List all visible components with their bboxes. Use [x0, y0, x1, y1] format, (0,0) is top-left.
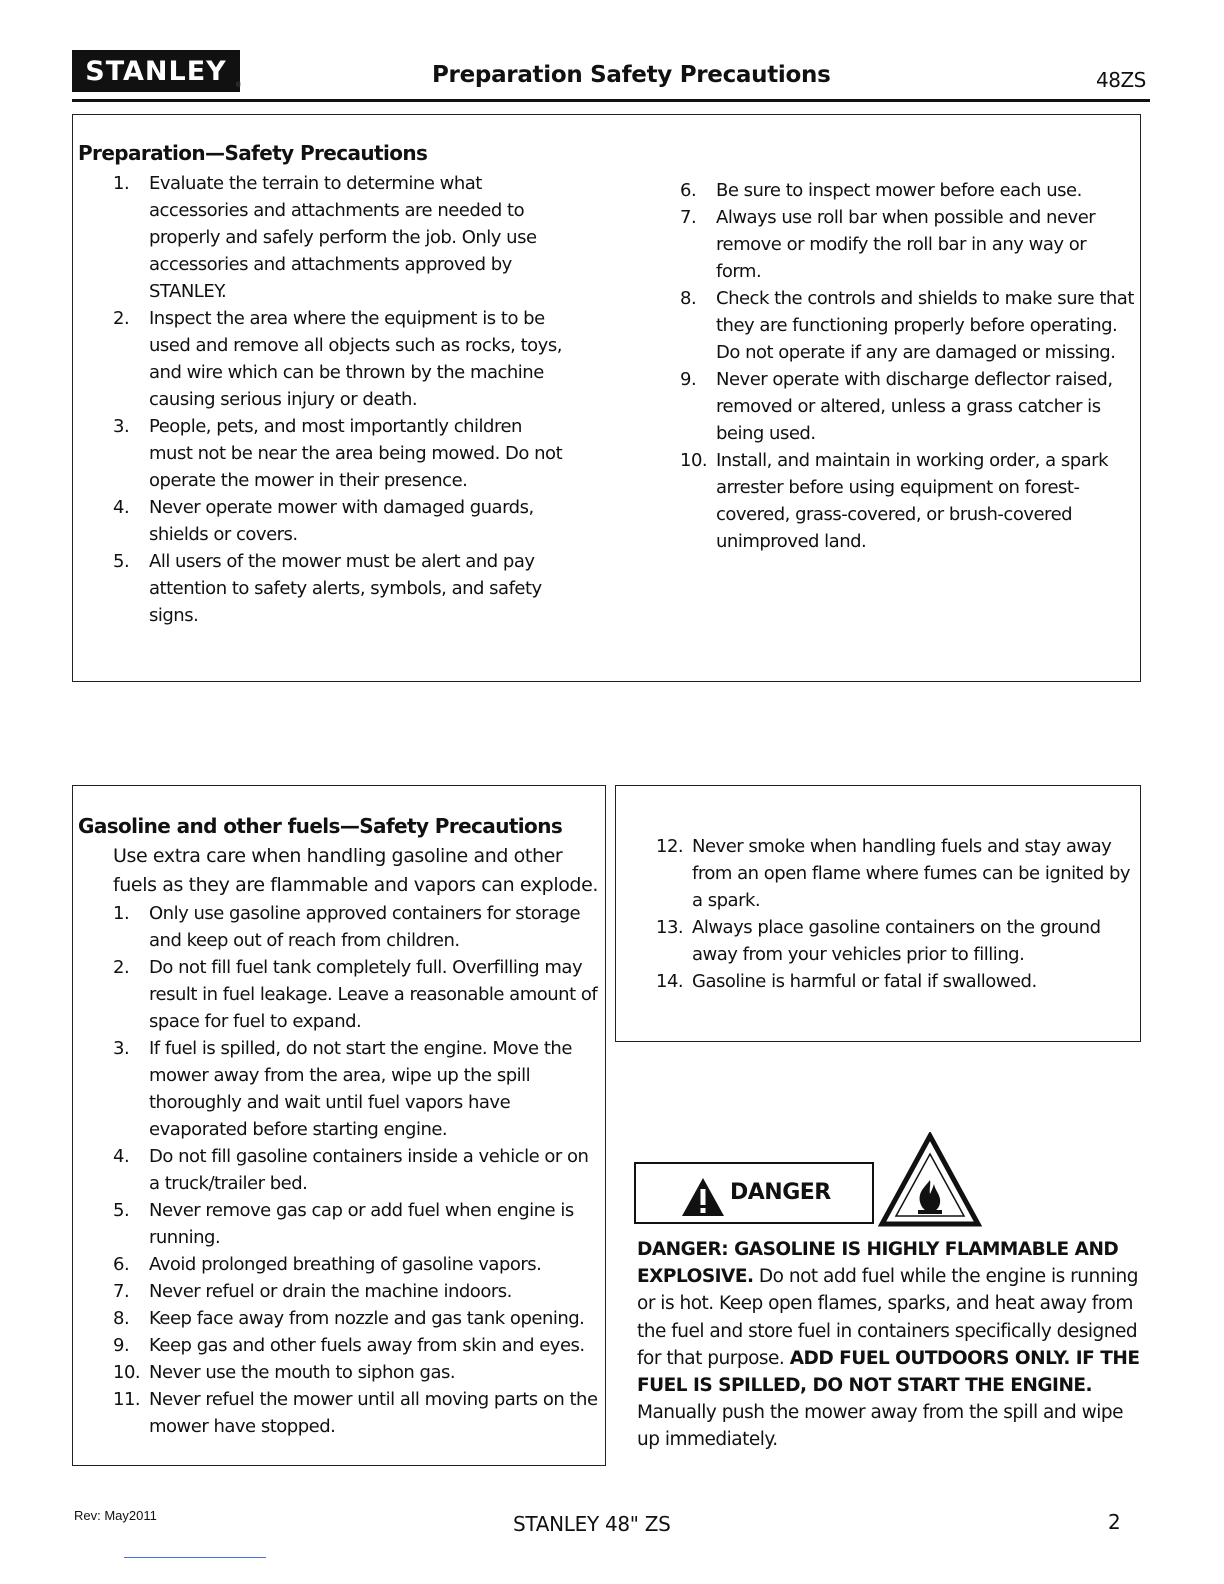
list-item [113, 900, 603, 954]
item-number: 9. [113, 1335, 130, 1356]
item-number: 11. [113, 1389, 141, 1410]
list-item [113, 494, 563, 548]
footer-title: STANLEY 48" ZS [513, 1512, 671, 1536]
fuel-intro: Use extra care when handling gasoline and other fuels as they are flammable and vapors can explode. [113, 845, 599, 896]
danger-bold-2: ADD FUEL OUTDOORS ONLY. IF THE FUEL IS SPILLED, DO NOT START THE ENGINE. [637, 1347, 1140, 1397]
item-number: 1. [113, 173, 130, 194]
danger-text-1: Do not add fuel while the engine is running or is hot. Keep open flames, sparks, and heat away from the fuel and store fuel in containers specifically designed for that purpose. [637, 1266, 1139, 1369]
list-item [680, 447, 1135, 555]
danger-text [637, 1236, 1147, 1454]
list-item [113, 305, 563, 413]
item-text: Keep face away from nozzle and gas tank opening. [149, 1308, 585, 1329]
list-item [113, 548, 563, 629]
item-number: 4. [113, 497, 130, 518]
fuel-list-continued [656, 833, 1136, 995]
item-text: Check the controls and shields to make sure that they are functioning properly before operating. Do not operate if any are damaged or missing. [716, 288, 1134, 363]
list-item [656, 968, 1136, 995]
item-text: Never operate mower with damaged guards, shields or covers. [149, 497, 534, 545]
item-text: Always place gasoline containers on the ground away from your vehicles prior to filling. [692, 917, 1101, 965]
item-text: Evaluate the terrain to determine what accessories and attachments are needed to properly and safely perform the job. Only use accessories and attachments approved by STANLEY. [149, 173, 537, 302]
item-number: 7. [680, 207, 697, 228]
item-text: Never use the mouth to siphon gas. [149, 1362, 456, 1383]
list-item [113, 1197, 603, 1251]
preparation-title: Preparation—Safety Precautions [78, 141, 428, 165]
page-number: 2 [1108, 1510, 1121, 1534]
item-number: 14. [656, 971, 684, 992]
item-number: 5. [113, 1200, 130, 1221]
list-item [113, 1143, 603, 1197]
item-number: 6. [113, 1254, 130, 1275]
model-number: 48ZS [1096, 68, 1146, 92]
danger-text-2: Manually push the mower away from the spill and wipe up immediately. [637, 1402, 1124, 1451]
item-number: 13. [656, 917, 684, 938]
list-item [680, 366, 1135, 447]
item-text: Never remove gas cap or add fuel when engine is running. [149, 1200, 574, 1248]
item-text: Never refuel the mower until all moving parts on the mower have stopped. [149, 1389, 598, 1437]
item-text: Do not fill fuel tank completely full. Overfilling may result in fuel leakage. Leave a reasonable amount of space for fuel to expand. [149, 957, 598, 1032]
preparation-list-left [113, 170, 563, 629]
item-text: Never refuel or drain the machine indoors. [149, 1281, 512, 1302]
item-number: 8. [113, 1308, 130, 1329]
item-number: 1. [113, 903, 130, 924]
list-item [113, 1251, 603, 1278]
footer-link-underline [124, 1557, 266, 1558]
list-item [113, 1332, 603, 1359]
list-item [113, 1386, 603, 1440]
item-text: Inspect the area where the equipment is to be used and remove all objects such as rocks, toys, and wire which can be thrown by the machine causing serious injury or death. [149, 308, 562, 410]
logo-text: STANLEY [85, 55, 227, 87]
item-text: Avoid prolonged breathing of gasoline vapors. [149, 1254, 542, 1275]
item-text: Install, and maintain in working order, a spark arrester before using equipment on forest-covered, grass-covered, or brush-covered unimproved land. [716, 450, 1109, 552]
item-number: 10. [113, 1362, 141, 1383]
list-item [656, 833, 1136, 914]
item-number: 4. [113, 1146, 130, 1167]
list-item [113, 954, 603, 1035]
fuel-title: Gasoline and other fuels—Safety Precautions [78, 814, 563, 838]
item-number: 3. [113, 1038, 130, 1059]
item-text: Always use roll bar when possible and never remove or modify the roll bar in any way or form. [716, 207, 1096, 282]
header-rule [72, 99, 1150, 102]
revision-label: Rev: May2011 [74, 1508, 157, 1523]
danger-label: DANGER [730, 1180, 831, 1205]
warning-icon [680, 1176, 726, 1218]
item-text: All users of the mower must be alert and pay attention to safety alerts, symbols, and safety signs. [149, 551, 542, 626]
preparation-list-right [680, 177, 1135, 555]
item-number: 9. [680, 369, 697, 390]
item-text: If fuel is spilled, do not start the engine. Move the mower away from the area, wipe up the spill thoroughly and wait until fuel vapors have evaporated before starting engine. [149, 1038, 572, 1140]
list-item [656, 914, 1136, 968]
item-text: Be sure to inspect mower before each use. [716, 180, 1082, 201]
item-number: 2. [113, 308, 130, 329]
item-number: 3. [113, 416, 130, 437]
list-item [113, 1035, 603, 1143]
item-text: People, pets, and most importantly children must not be near the area being mowed. Do not operate the mower in their presence. [149, 416, 563, 491]
stanley-logo [72, 50, 240, 92]
list-item [113, 413, 563, 494]
list-item [680, 177, 1135, 204]
list-item [113, 1305, 603, 1332]
list-item [113, 1278, 603, 1305]
item-text: Keep gas and other fuels away from skin and eyes. [149, 1335, 585, 1356]
item-number: 7. [113, 1281, 130, 1302]
danger-bold-1: DANGER: GASOLINE IS HIGHLY FLAMMABLE AND EXPLOSIVE. [637, 1239, 1119, 1288]
item-number: 10. [680, 450, 708, 471]
flammable-icon [878, 1132, 982, 1228]
fuel-list [113, 900, 603, 1440]
list-item [113, 170, 563, 305]
item-text: Only use gasoline approved containers for storage and keep out of reach from children. [149, 903, 581, 951]
item-number: 12. [656, 836, 684, 857]
list-item [680, 204, 1135, 285]
logo-trademark: ® [236, 82, 242, 89]
item-text: Never operate with discharge deflector raised, removed or altered, unless a grass catcher is being used. [716, 369, 1113, 444]
list-item [113, 1359, 603, 1386]
list-item [680, 285, 1135, 366]
item-number: 2. [113, 957, 130, 978]
item-text: Never smoke when handling fuels and stay away from an open flame where fumes can be ignited by a spark. [692, 836, 1131, 911]
item-text: Do not fill gasoline containers inside a vehicle or on a truck/trailer bed. [149, 1146, 589, 1194]
page-title: Preparation Safety Precautions [432, 62, 831, 88]
item-number: 5. [113, 551, 130, 572]
item-text: Gasoline is harmful or fatal if swallowed. [692, 971, 1037, 992]
item-number: 6. [680, 180, 697, 201]
item-number: 8. [680, 288, 697, 309]
